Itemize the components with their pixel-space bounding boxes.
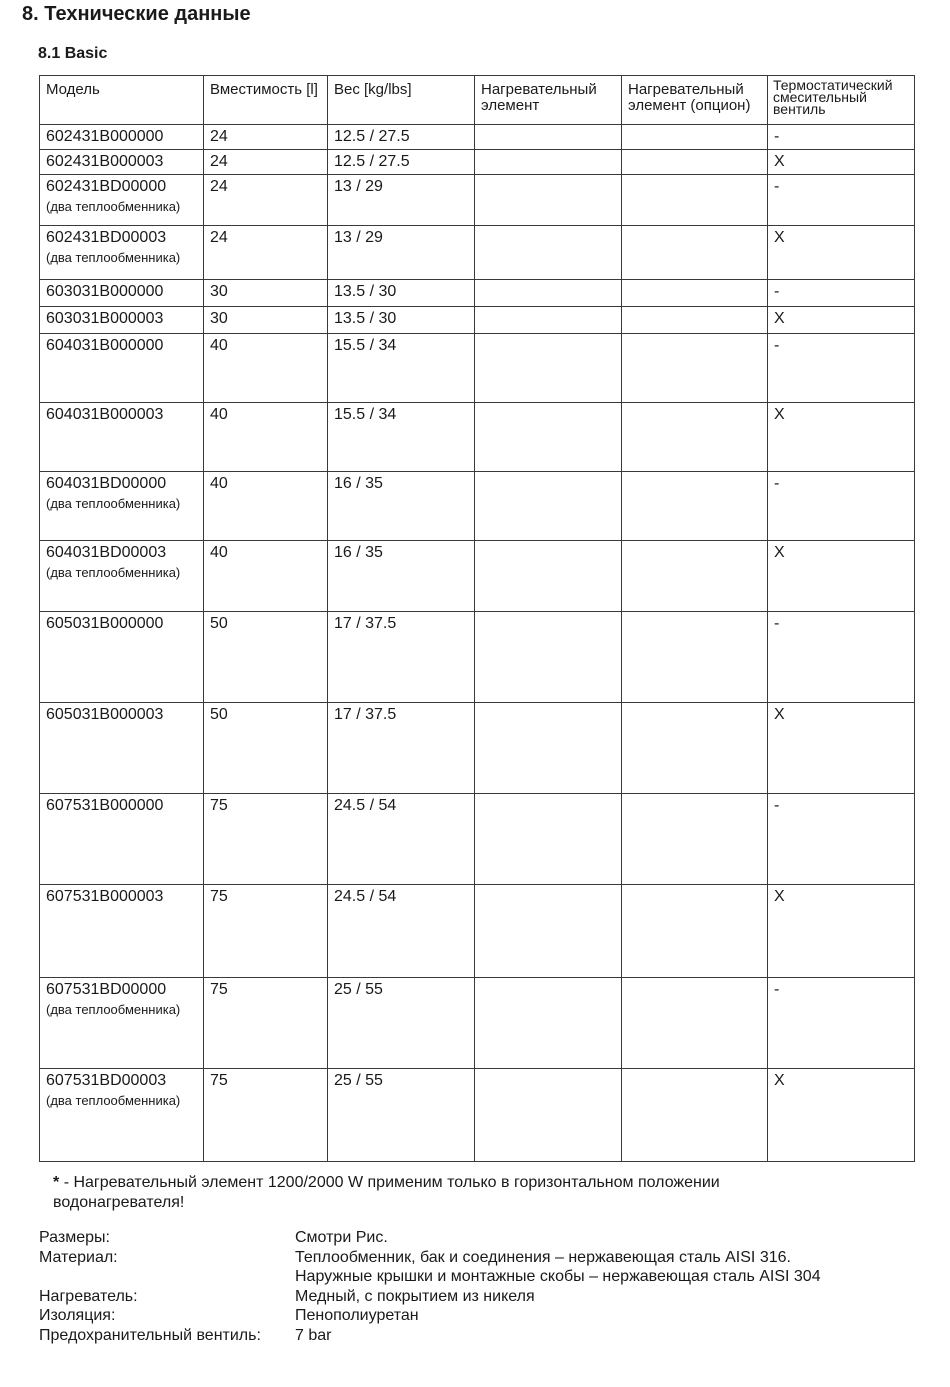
- cell-mixing-valve-value: X: [774, 1072, 785, 1089]
- cell-model-value: 602431BD00000: [46, 178, 167, 195]
- spec-label: [39, 1267, 295, 1287]
- table-row: [40, 541, 915, 612]
- cell-heating-element-option: [622, 472, 768, 541]
- table-row: [40, 403, 915, 472]
- cell-heating-element: [475, 334, 622, 403]
- cell-capacity-value: 24: [210, 229, 228, 246]
- cell-heating-element-option: [622, 978, 768, 1069]
- cell-model: [40, 1069, 204, 1162]
- cell-model-value: 603031B000003: [46, 310, 164, 327]
- cell-heating-element: [475, 403, 622, 472]
- cell-heating-element-option: [622, 226, 768, 280]
- cell-capacity-value: 24: [210, 153, 228, 170]
- model-note: (два теплообменника): [46, 496, 181, 511]
- table-row: [40, 794, 915, 885]
- cell-model-value: 604031B000000: [46, 337, 164, 354]
- cell-weight: [328, 541, 475, 612]
- cell-capacity: [204, 280, 328, 307]
- cell-heating-element: [475, 472, 622, 541]
- cell-heating-element-option: [622, 703, 768, 794]
- cell-mixing-valve-value: -: [774, 797, 780, 814]
- cell-capacity-value: 30: [210, 310, 228, 327]
- table-row: [40, 1069, 915, 1162]
- footnote-star: *: [53, 1174, 60, 1191]
- cell-mixing-valve-value: X: [774, 229, 785, 246]
- cell-mixing-valve-value: X: [774, 888, 785, 905]
- spec-label: Нагреватель:: [39, 1287, 138, 1305]
- cell-heating-element-option: [622, 334, 768, 403]
- spec-row: [39, 1326, 821, 1346]
- spec-label: Предохранительный вентиль:: [39, 1326, 261, 1344]
- cell-capacity-value: 40: [210, 337, 228, 354]
- cell-capacity-value: 50: [210, 706, 228, 723]
- cell-mixing-valve: [768, 175, 915, 226]
- cell-weight-value: 15.5 / 34: [334, 406, 397, 423]
- cell-weight-value: 13 / 29: [334, 229, 383, 246]
- cell-capacity: [204, 794, 328, 885]
- model-note: (два теплообменника): [46, 250, 181, 265]
- cell-capacity: [204, 150, 328, 175]
- cell-weight-value: 13.5 / 30: [334, 310, 397, 327]
- cell-model: [40, 612, 204, 703]
- column-header-mixing-valve: Термостатический смесительный вентиль: [768, 76, 915, 125]
- cell-capacity-value: 75: [210, 797, 228, 814]
- table-row: [40, 334, 915, 403]
- cell-capacity: [204, 885, 328, 978]
- footnote-text: - Нагревательный элемент 1200/2000 W применим только в горизонтальном положении водонагревателя!: [53, 1174, 720, 1211]
- column-header-capacity: Вместимость [l]: [204, 76, 328, 125]
- cell-capacity: [204, 703, 328, 794]
- cell-weight: [328, 403, 475, 472]
- spec-value: 7 bar: [295, 1326, 332, 1344]
- cell-model-value: 607531B000000: [46, 797, 164, 814]
- cell-mixing-valve-value: X: [774, 706, 785, 723]
- cell-heating-element: [475, 1069, 622, 1162]
- cell-mixing-valve: [768, 334, 915, 403]
- cell-weight-value: 13 / 29: [334, 178, 383, 195]
- cell-capacity-value: 30: [210, 283, 228, 300]
- cell-heating-element-option: [622, 125, 768, 150]
- cell-model: [40, 150, 204, 175]
- spec-label: Изоляция:: [39, 1307, 116, 1325]
- footnote: [53, 1173, 843, 1213]
- cell-heating-element-option: [622, 307, 768, 334]
- cell-heating-element-option: [622, 150, 768, 175]
- table-row: [40, 612, 915, 703]
- cell-capacity: [204, 612, 328, 703]
- cell-weight: [328, 1069, 475, 1162]
- cell-heating-element: [475, 226, 622, 280]
- cell-model-value: 605031B000003: [46, 706, 164, 723]
- column-header-heating-element: Нагревательный элемент: [475, 76, 622, 125]
- cell-heating-element: [475, 885, 622, 978]
- cell-mixing-valve: [768, 403, 915, 472]
- cell-mixing-valve-value: -: [774, 178, 780, 195]
- cell-model: [40, 334, 204, 403]
- column-header-heating-element-option: Нагревательный элемент (опцион): [622, 76, 768, 125]
- cell-model: [40, 541, 204, 612]
- cell-model-value: 607531BD00003: [46, 1072, 167, 1089]
- spec-row: [39, 1267, 821, 1287]
- cell-model: [40, 794, 204, 885]
- cell-weight-value: 16 / 35: [334, 544, 383, 561]
- spec-value: Медный, с покрытием из никеля: [295, 1287, 535, 1305]
- technical-data-table: [39, 75, 915, 1162]
- cell-heating-element: [475, 307, 622, 334]
- cell-weight: [328, 703, 475, 794]
- cell-weight: [328, 885, 475, 978]
- cell-model-value: 605031B000000: [46, 615, 164, 632]
- cell-capacity-value: 50: [210, 615, 228, 632]
- cell-heating-element-option: [622, 175, 768, 226]
- cell-mixing-valve: [768, 125, 915, 150]
- cell-capacity: [204, 1069, 328, 1162]
- cell-mixing-valve-value: -: [774, 337, 780, 354]
- cell-weight-value: 25 / 55: [334, 1072, 383, 1089]
- cell-capacity-value: 24: [210, 128, 228, 145]
- cell-capacity-value: 40: [210, 544, 228, 561]
- cell-mixing-valve-value: -: [774, 283, 780, 300]
- cell-capacity-value: 75: [210, 888, 228, 905]
- cell-model-value: 602431BD00003: [46, 229, 167, 246]
- cell-weight-value: 24.5 / 54: [334, 888, 397, 905]
- cell-model-value: 604031B000003: [46, 406, 164, 423]
- cell-mixing-valve-value: -: [774, 615, 780, 632]
- spec-value: Теплообменник, бак и соединения – нержавеющая сталь AISI 316.: [295, 1248, 791, 1266]
- cell-heating-element: [475, 612, 622, 703]
- cell-model: [40, 472, 204, 541]
- cell-mixing-valve: [768, 472, 915, 541]
- cell-capacity: [204, 978, 328, 1069]
- cell-mixing-valve: [768, 226, 915, 280]
- cell-heating-element: [475, 125, 622, 150]
- cell-mixing-valve-value: -: [774, 128, 780, 145]
- cell-weight-value: 15.5 / 34: [334, 337, 397, 354]
- cell-heating-element: [475, 541, 622, 612]
- column-header-weight: Вес [kg/lbs]: [328, 76, 475, 125]
- cell-mixing-valve: [768, 703, 915, 794]
- cell-model: [40, 125, 204, 150]
- cell-mixing-valve-value: X: [774, 310, 785, 327]
- cell-heating-element: [475, 794, 622, 885]
- cell-mixing-valve: [768, 978, 915, 1069]
- cell-capacity: [204, 541, 328, 612]
- cell-mixing-valve: [768, 885, 915, 978]
- cell-weight: [328, 226, 475, 280]
- cell-model-value: 603031B000000: [46, 283, 164, 300]
- table-row: [40, 703, 915, 794]
- cell-capacity: [204, 403, 328, 472]
- spec-value: Наружные крышки и монтажные скобы – нержавеющая сталь AISI 304: [295, 1268, 821, 1286]
- cell-model-value: 607531B000003: [46, 888, 164, 905]
- cell-mixing-valve-value: X: [774, 544, 785, 561]
- specs-list: [39, 1228, 821, 1346]
- table-row: [40, 307, 915, 334]
- table-row: [40, 885, 915, 978]
- cell-weight-value: 17 / 37.5: [334, 706, 397, 723]
- cell-heating-element-option: [622, 885, 768, 978]
- spec-value: Смотри Рис.: [295, 1229, 388, 1246]
- cell-heating-element-option: [622, 403, 768, 472]
- cell-capacity: [204, 307, 328, 334]
- cell-weight: [328, 612, 475, 703]
- table-row: [40, 175, 915, 226]
- cell-weight: [328, 794, 475, 885]
- table-row: [40, 978, 915, 1069]
- cell-capacity: [204, 125, 328, 150]
- cell-capacity-value: 75: [210, 1072, 228, 1089]
- cell-model: [40, 175, 204, 226]
- cell-model-value: 604031BD00000: [46, 475, 167, 492]
- cell-model: [40, 885, 204, 978]
- cell-mixing-valve: [768, 612, 915, 703]
- cell-mixing-valve-value: -: [774, 981, 780, 998]
- cell-mixing-valve: [768, 280, 915, 307]
- subsection-title: 8.1 Basic: [38, 45, 108, 62]
- cell-weight: [328, 472, 475, 541]
- cell-weight: [328, 280, 475, 307]
- spec-value: Пенополиуретан: [295, 1307, 419, 1325]
- cell-model: [40, 280, 204, 307]
- cell-mixing-valve-value: X: [774, 153, 785, 170]
- cell-capacity: [204, 472, 328, 541]
- cell-heating-element: [475, 175, 622, 226]
- table-row: [40, 280, 915, 307]
- cell-model: [40, 703, 204, 794]
- cell-mixing-valve: [768, 541, 915, 612]
- cell-weight-value: 24.5 / 54: [334, 797, 397, 814]
- cell-capacity-value: 75: [210, 981, 228, 998]
- cell-capacity: [204, 334, 328, 403]
- cell-heating-element-option: [622, 612, 768, 703]
- spec-label: Материал:: [39, 1248, 118, 1266]
- cell-heating-element: [475, 978, 622, 1069]
- cell-weight: [328, 150, 475, 175]
- cell-model: [40, 978, 204, 1069]
- cell-heating-element: [475, 280, 622, 307]
- spec-row: [39, 1228, 821, 1248]
- cell-weight-value: 13.5 / 30: [334, 283, 397, 300]
- spec-label: Размеры:: [39, 1229, 110, 1246]
- cell-model-value: 602431B000003: [46, 153, 164, 170]
- cell-heating-element: [475, 150, 622, 175]
- cell-weight: [328, 125, 475, 150]
- cell-weight: [328, 175, 475, 226]
- cell-mixing-valve-value: -: [774, 475, 780, 492]
- cell-heating-element-option: [622, 1069, 768, 1162]
- cell-mixing-valve: [768, 1069, 915, 1162]
- table-row: [40, 150, 915, 175]
- cell-capacity-value: 40: [210, 406, 228, 423]
- cell-model: [40, 307, 204, 334]
- cell-mixing-valve: [768, 150, 915, 175]
- cell-capacity-value: 24: [210, 178, 228, 195]
- cell-heating-element-option: [622, 280, 768, 307]
- cell-model: [40, 226, 204, 280]
- column-header-model: Модель: [40, 76, 204, 125]
- cell-model-value: 602431B000000: [46, 128, 164, 145]
- cell-model-value: 604031BD00003: [46, 544, 167, 561]
- table-row: [40, 472, 915, 541]
- cell-mixing-valve-value: X: [774, 406, 785, 423]
- model-note: (два теплообменника): [46, 565, 181, 580]
- cell-mixing-valve: [768, 307, 915, 334]
- model-note: (два теплообменника): [46, 1093, 181, 1108]
- cell-mixing-valve: [768, 794, 915, 885]
- table-row: [40, 226, 915, 280]
- cell-weight-value: 17 / 37.5: [334, 615, 397, 632]
- cell-heating-element-option: [622, 794, 768, 885]
- table-header-row: [40, 76, 915, 125]
- cell-weight: [328, 307, 475, 334]
- spec-row: [39, 1248, 821, 1268]
- spec-row: [39, 1287, 821, 1307]
- cell-model: [40, 403, 204, 472]
- model-note: (два теплообменника): [46, 1002, 181, 1017]
- cell-capacity: [204, 175, 328, 226]
- cell-heating-element: [475, 703, 622, 794]
- cell-weight-value: 12.5 / 27.5: [334, 153, 410, 170]
- cell-weight: [328, 334, 475, 403]
- cell-capacity-value: 40: [210, 475, 228, 492]
- cell-weight: [328, 978, 475, 1069]
- cell-capacity: [204, 226, 328, 280]
- section-title: 8. Технические данные: [22, 3, 251, 25]
- cell-heating-element-option: [622, 541, 768, 612]
- model-note: (два теплообменника): [46, 199, 181, 214]
- cell-weight-value: 16 / 35: [334, 475, 383, 492]
- cell-weight-value: 25 / 55: [334, 981, 383, 998]
- cell-weight-value: 12.5 / 27.5: [334, 128, 410, 145]
- spec-row: [39, 1306, 821, 1326]
- table-row: [40, 125, 915, 150]
- cell-model-value: 607531BD00000: [46, 981, 167, 998]
